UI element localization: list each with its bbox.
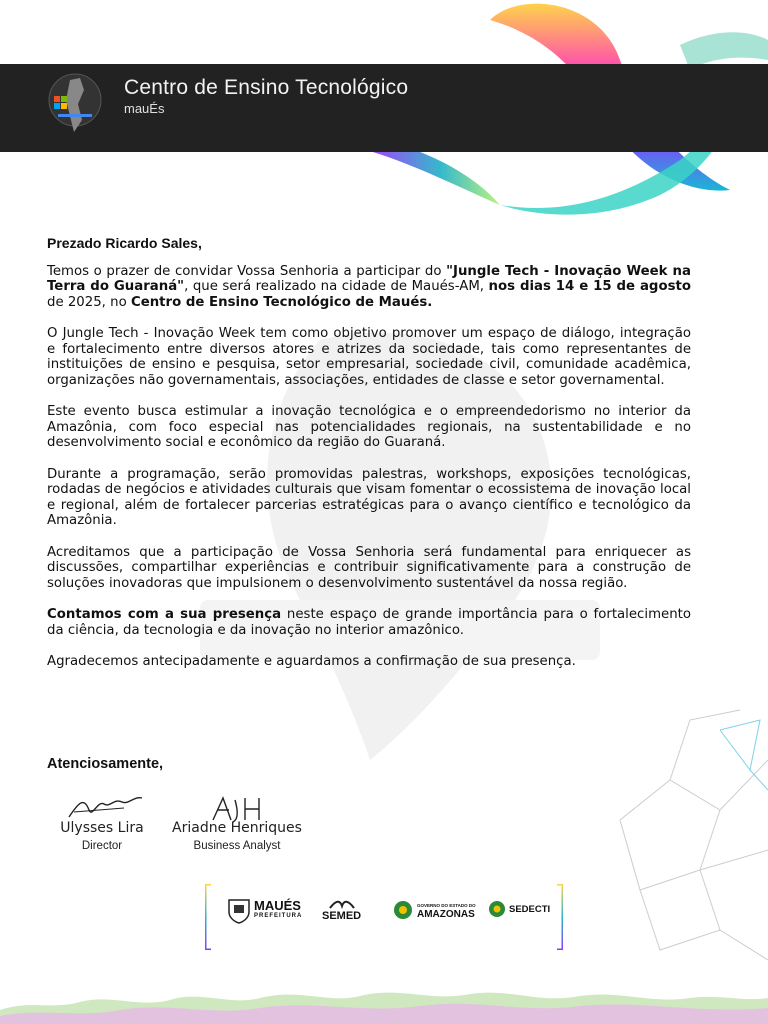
signatory-role: Business Analyst [193,840,281,852]
salutation: Prezado Ricardo Sales, [47,235,202,251]
center-logo-icon [40,70,110,140]
partner-sedecti [488,898,550,920]
partner-semed [322,898,361,922]
bottom-landscape-graphic [0,980,768,1024]
p6-text: neste espaço de grande importância para o fortalecimento da ciência, da tecnologia e da inovação no interior amazônico. [47,607,691,638]
semed-book-icon [329,898,355,910]
p1-text-3: de 2025, no [47,294,131,310]
partner-maues [227,898,302,924]
closing: Atenciosamente, [47,756,164,772]
p1-dates: nos dias 14 e 15 de agosto [488,279,691,294]
paragraph-invitation [47,264,691,311]
handwritten-signature-ulysses [64,792,144,822]
amazonas-crest-icon [393,898,413,922]
sedecti-crest-icon [488,898,506,920]
signatory-name: Ulysses Lira [60,820,144,836]
sedecti-logo-text: SEDECTI [509,903,551,915]
maues-logo-sub: PREFEITURA [254,913,303,919]
invitation-letter [47,236,691,686]
semed-logo-text: SEMED [322,910,362,922]
p1-text-1: Temos o prazer de convidar Vossa Senhoria a participar do [47,263,447,279]
partner-amazonas [393,898,476,922]
paragraph-goals: Este evento busca estimular a inovação tecnológica e o empreendedorismo no interior da Amazônia, com foco especial nas potencialidades regionais, na sustentabilidade e no desenvolvimento social e econômico da região do Guaraná. [47,404,691,450]
paragraph-participation: Acreditamos que a participação de Vossa Senhoria será fundamental para enriquecer as discussões, compartilhar experiências e contribuir significativamente para a construção de soluções inovadoras que impulsionem o desenvolvimento sustentável da nossa região. [47,544,691,591]
p1-text-2: , que será realizado na cidade de Maués-AM, [184,279,489,294]
maues-logo-text: MAUÉS [254,898,301,913]
org-title: Centro de Ensino Tecnológico [124,76,409,99]
signatory-role: Director [81,840,123,852]
network-graphic [600,700,768,1000]
paragraph-program: Durante a programação, serão promovidas palestras, workshops, exposições tecnológicas, rodadas de negócios e atividades culturais que visam fomentar o ecossistema de inovação local e regional, além de fortalecer parcerias estratégicas para o avanço científico e tecnológico da Amazônia. [47,466,691,528]
paragraph-objective: O Jungle Tech - Inovação Week tem como objetivo promover um espaço de diálogo, integração e fortalecimento entre diversos atores e atrizes da sociedade, tais como representantes de instituições de ensino e pesquisa, setor empresarial, sociedade civil, comunidade acadêmica, organizações não governamentais, associações, entidades de classe e setor governamental. [47,326,691,388]
paragraph-presence [47,607,691,638]
maues-crest-icon [227,898,251,924]
amazonas-logo-top: GOVERNO DO ESTADO DO [417,903,476,908]
p6-bold: Contamos com a sua presença [47,607,282,622]
signature-block-ulysses [52,792,152,862]
signatory-name: Ariadne Henriques [172,820,302,836]
amazonas-logo-text: AMAZONAS [417,909,475,920]
p1-event-name: "Jungle Tech - Inovação Week na Terra do Guaraná" [47,263,691,294]
p1-venue: Centro de Ensino Tecnológico de Maués. [130,294,433,310]
signature-block-ariadne [163,792,311,862]
paragraph-thanks: Agradecemos antecipadamente e aguardamos a confirmação de sua presença. [47,654,576,669]
org-city: mauÉs [124,101,165,116]
